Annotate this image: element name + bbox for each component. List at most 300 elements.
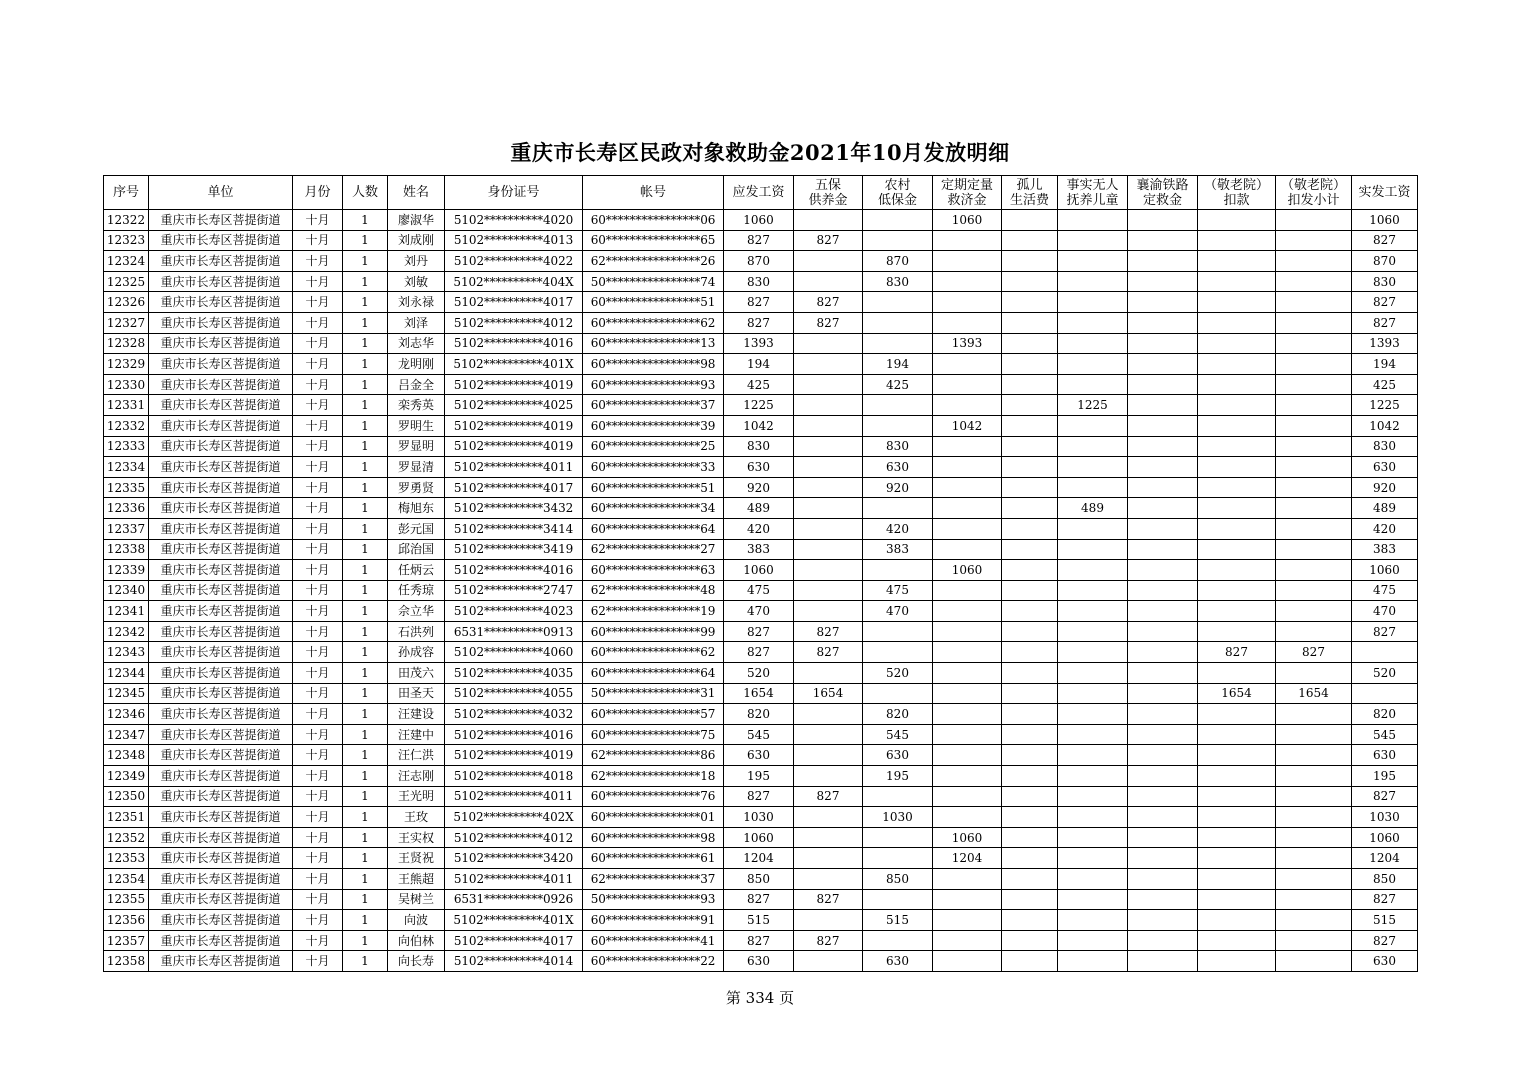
table-row — [104, 415, 1418, 436]
cell-seq: 12358 — [104, 951, 149, 972]
cell-unit: 重庆市长寿区菩提街道 — [149, 683, 293, 704]
cell-payable: 1654 — [724, 683, 794, 704]
cell-five-guarantee — [794, 354, 863, 375]
cell-month: 十月 — [293, 910, 343, 931]
cell-count: 1 — [343, 724, 388, 745]
cell-count: 1 — [343, 827, 388, 848]
cell-seq: 12342 — [104, 621, 149, 642]
cell-net-pay: 1030 — [1352, 807, 1418, 828]
cell-unsupported-child: 1225 — [1058, 395, 1128, 416]
cell-unsupported-child — [1058, 457, 1128, 478]
cell-nursing-deduction-subtotal — [1276, 951, 1352, 972]
cell-xiangyu-railway — [1128, 271, 1198, 292]
cell-xiangyu-railway — [1128, 601, 1198, 622]
cell-id-number: 5102**********3414 — [445, 518, 583, 539]
cell-rural-subsistence: 630 — [863, 951, 933, 972]
cell-five-guarantee — [794, 580, 863, 601]
cell-seq: 12347 — [104, 724, 149, 745]
cell-seq: 12344 — [104, 663, 149, 684]
cell-orphan-living — [1002, 807, 1058, 828]
cell-payable: 827 — [724, 930, 794, 951]
cell-five-guarantee — [794, 560, 863, 581]
cell-orphan-living — [1002, 477, 1058, 498]
cell-nursing-deduction-subtotal — [1276, 292, 1352, 313]
cell-account: 50****************93 — [583, 889, 724, 910]
cell-five-guarantee — [794, 869, 863, 890]
cell-rural-subsistence: 195 — [863, 766, 933, 787]
cell-rural-subsistence — [863, 683, 933, 704]
cell-id-number: 6531**********0926 — [445, 889, 583, 910]
cell-account: 60****************98 — [583, 354, 724, 375]
table-row — [104, 498, 1418, 519]
cell-account: 60****************91 — [583, 910, 724, 931]
cell-rural-subsistence: 515 — [863, 910, 933, 931]
cell-name: 刘丹 — [388, 251, 445, 272]
cell-payable: 850 — [724, 869, 794, 890]
cell-nursing-deduction — [1198, 827, 1276, 848]
table-row — [104, 477, 1418, 498]
cell-rural-subsistence — [863, 292, 933, 313]
column-header-name: 姓名 — [388, 176, 445, 210]
cell-name: 罗勇贤 — [388, 477, 445, 498]
cell-unsupported-child — [1058, 210, 1128, 231]
cell-unit: 重庆市长寿区菩提街道 — [149, 724, 293, 745]
cell-orphan-living — [1002, 663, 1058, 684]
cell-seq: 12334 — [104, 457, 149, 478]
cell-id-number: 5102**********4019 — [445, 374, 583, 395]
cell-orphan-living — [1002, 601, 1058, 622]
cell-count: 1 — [343, 271, 388, 292]
cell-month: 十月 — [293, 292, 343, 313]
cell-orphan-living — [1002, 683, 1058, 704]
cell-unit: 重庆市长寿区菩提街道 — [149, 415, 293, 436]
cell-name: 罗明生 — [388, 415, 445, 436]
cell-nursing-deduction-subtotal — [1276, 354, 1352, 375]
cell-unit: 重庆市长寿区菩提街道 — [149, 951, 293, 972]
cell-unit: 重庆市长寿区菩提街道 — [149, 560, 293, 581]
cell-unsupported-child — [1058, 827, 1128, 848]
cell-unit: 重庆市长寿区菩提街道 — [149, 374, 293, 395]
cell-five-guarantee — [794, 539, 863, 560]
cell-name: 王贤祝 — [388, 848, 445, 869]
cell-id-number: 5102**********4055 — [445, 683, 583, 704]
cell-id-number: 5102**********4016 — [445, 724, 583, 745]
cell-seq: 12338 — [104, 539, 149, 560]
cell-seq: 12324 — [104, 251, 149, 272]
cell-id-number: 5102**********3419 — [445, 539, 583, 560]
cell-xiangyu-railway — [1128, 251, 1198, 272]
cell-xiangyu-railway — [1128, 951, 1198, 972]
cell-nursing-deduction — [1198, 766, 1276, 787]
cell-unsupported-child: 489 — [1058, 498, 1128, 519]
table-row — [104, 683, 1418, 704]
cell-unsupported-child — [1058, 415, 1128, 436]
cell-month: 十月 — [293, 889, 343, 910]
cell-seq: 12323 — [104, 230, 149, 251]
cell-id-number: 5102**********4017 — [445, 477, 583, 498]
cell-net-pay: 520 — [1352, 663, 1418, 684]
table-row — [104, 457, 1418, 478]
cell-payable: 827 — [724, 230, 794, 251]
cell-rural-subsistence — [863, 848, 933, 869]
cell-regular-relief — [933, 724, 1002, 745]
cell-orphan-living — [1002, 704, 1058, 725]
cell-unit: 重庆市长寿区菩提街道 — [149, 848, 293, 869]
cell-unit: 重庆市长寿区菩提街道 — [149, 601, 293, 622]
cell-regular-relief — [933, 663, 1002, 684]
cell-net-pay: 820 — [1352, 704, 1418, 725]
cell-id-number: 5102**********4016 — [445, 560, 583, 581]
cell-month: 十月 — [293, 498, 343, 519]
cell-net-pay: 630 — [1352, 745, 1418, 766]
cell-name: 栾秀英 — [388, 395, 445, 416]
cell-net-pay: 920 — [1352, 477, 1418, 498]
cell-name: 罗显明 — [388, 436, 445, 457]
cell-id-number: 5102**********2747 — [445, 580, 583, 601]
table-row — [104, 869, 1418, 890]
cell-payable: 475 — [724, 580, 794, 601]
cell-month: 十月 — [293, 560, 343, 581]
cell-nursing-deduction — [1198, 498, 1276, 519]
cell-rural-subsistence: 830 — [863, 436, 933, 457]
cell-nursing-deduction — [1198, 910, 1276, 931]
cell-five-guarantee — [794, 333, 863, 354]
cell-name: 汪仁洪 — [388, 745, 445, 766]
cell-rural-subsistence — [863, 415, 933, 436]
cell-month: 十月 — [293, 457, 343, 478]
cell-seq: 12330 — [104, 374, 149, 395]
cell-unsupported-child — [1058, 951, 1128, 972]
cell-name: 任炳云 — [388, 560, 445, 581]
cell-name: 汪志刚 — [388, 766, 445, 787]
cell-unsupported-child — [1058, 642, 1128, 663]
cell-unsupported-child — [1058, 869, 1128, 890]
cell-id-number: 5102**********4011 — [445, 786, 583, 807]
cell-nursing-deduction — [1198, 621, 1276, 642]
cell-count: 1 — [343, 621, 388, 642]
cell-unsupported-child — [1058, 786, 1128, 807]
cell-regular-relief — [933, 436, 1002, 457]
cell-unsupported-child — [1058, 539, 1128, 560]
cell-name: 彭元国 — [388, 518, 445, 539]
cell-month: 十月 — [293, 930, 343, 951]
cell-unit: 重庆市长寿区菩提街道 — [149, 663, 293, 684]
cell-unsupported-child — [1058, 333, 1128, 354]
cell-name: 汪建中 — [388, 724, 445, 745]
cell-payable: 820 — [724, 704, 794, 725]
cell-seq: 12339 — [104, 560, 149, 581]
cell-count: 1 — [343, 354, 388, 375]
cell-count: 1 — [343, 642, 388, 663]
cell-xiangyu-railway — [1128, 374, 1198, 395]
cell-net-pay: 827 — [1352, 786, 1418, 807]
cell-payable: 1060 — [724, 560, 794, 581]
cell-month: 十月 — [293, 848, 343, 869]
cell-net-pay: 827 — [1352, 930, 1418, 951]
cell-xiangyu-railway — [1128, 827, 1198, 848]
cell-five-guarantee — [794, 210, 863, 231]
cell-id-number: 5102**********4019 — [445, 415, 583, 436]
cell-nursing-deduction — [1198, 251, 1276, 272]
cell-regular-relief — [933, 930, 1002, 951]
column-header-count: 人数 — [343, 176, 388, 210]
cell-unit: 重庆市长寿区菩提街道 — [149, 745, 293, 766]
cell-net-pay: 827 — [1352, 621, 1418, 642]
cell-account: 60****************99 — [583, 621, 724, 642]
column-header-seq: 序号 — [104, 176, 149, 210]
cell-account: 60****************61 — [583, 848, 724, 869]
cell-month: 十月 — [293, 518, 343, 539]
cell-regular-relief — [933, 477, 1002, 498]
cell-account: 50****************31 — [583, 683, 724, 704]
cell-rural-subsistence: 383 — [863, 539, 933, 560]
cell-nursing-deduction-subtotal — [1276, 415, 1352, 436]
cell-net-pay: 383 — [1352, 539, 1418, 560]
cell-five-guarantee — [794, 663, 863, 684]
cell-account: 60****************65 — [583, 230, 724, 251]
cell-seq: 12331 — [104, 395, 149, 416]
cell-nursing-deduction — [1198, 354, 1276, 375]
cell-nursing-deduction-subtotal — [1276, 539, 1352, 560]
cell-id-number: 5102**********404X — [445, 271, 583, 292]
cell-unsupported-child — [1058, 271, 1128, 292]
cell-seq: 12332 — [104, 415, 149, 436]
cell-unit: 重庆市长寿区菩提街道 — [149, 539, 293, 560]
cell-month: 十月 — [293, 869, 343, 890]
cell-five-guarantee: 827 — [794, 889, 863, 910]
cell-month: 十月 — [293, 312, 343, 333]
cell-seq: 12353 — [104, 848, 149, 869]
cell-xiangyu-railway — [1128, 786, 1198, 807]
cell-net-pay: 830 — [1352, 271, 1418, 292]
cell-regular-relief — [933, 704, 1002, 725]
cell-unit: 重庆市长寿区菩提街道 — [149, 889, 293, 910]
cell-net-pay: 827 — [1352, 889, 1418, 910]
cell-name: 邱治国 — [388, 539, 445, 560]
cell-unsupported-child — [1058, 910, 1128, 931]
cell-payable: 425 — [724, 374, 794, 395]
cell-unit: 重庆市长寿区菩提街道 — [149, 704, 293, 725]
cell-nursing-deduction-subtotal — [1276, 457, 1352, 478]
cell-name: 罗显清 — [388, 457, 445, 478]
cell-rural-subsistence: 545 — [863, 724, 933, 745]
cell-five-guarantee — [794, 724, 863, 745]
table-row — [104, 374, 1418, 395]
cell-net-pay: 827 — [1352, 230, 1418, 251]
cell-payable: 870 — [724, 251, 794, 272]
cell-name: 刘志华 — [388, 333, 445, 354]
cell-five-guarantee — [794, 848, 863, 869]
cell-payable: 1393 — [724, 333, 794, 354]
cell-rural-subsistence — [863, 930, 933, 951]
cell-payable: 1060 — [724, 827, 794, 848]
cell-orphan-living — [1002, 951, 1058, 972]
table-row — [104, 312, 1418, 333]
cell-orphan-living — [1002, 786, 1058, 807]
cell-unit: 重庆市长寿区菩提街道 — [149, 910, 293, 931]
table-row — [104, 766, 1418, 787]
cell-seq: 12329 — [104, 354, 149, 375]
cell-regular-relief — [933, 354, 1002, 375]
column-header-regular-relief: 定期定量 救济金 — [933, 176, 1002, 210]
cell-regular-relief: 1060 — [933, 210, 1002, 231]
column-header-net-pay: 实发工资 — [1352, 176, 1418, 210]
cell-rural-subsistence: 630 — [863, 745, 933, 766]
cell-unsupported-child — [1058, 848, 1128, 869]
cell-nursing-deduction — [1198, 704, 1276, 725]
cell-nursing-deduction-subtotal — [1276, 786, 1352, 807]
cell-month: 十月 — [293, 745, 343, 766]
cell-seq: 12345 — [104, 683, 149, 704]
cell-nursing-deduction — [1198, 271, 1276, 292]
table-row — [104, 889, 1418, 910]
cell-regular-relief — [933, 683, 1002, 704]
cell-count: 1 — [343, 910, 388, 931]
cell-count: 1 — [343, 951, 388, 972]
cell-month: 十月 — [293, 374, 343, 395]
cell-five-guarantee — [794, 374, 863, 395]
cell-net-pay: 489 — [1352, 498, 1418, 519]
cell-count: 1 — [343, 663, 388, 684]
cell-account: 60****************75 — [583, 724, 724, 745]
cell-nursing-deduction — [1198, 601, 1276, 622]
cell-seq: 12355 — [104, 889, 149, 910]
cell-id-number: 5102**********4035 — [445, 663, 583, 684]
cell-unsupported-child — [1058, 374, 1128, 395]
table-row — [104, 271, 1418, 292]
cell-nursing-deduction-subtotal — [1276, 271, 1352, 292]
cell-orphan-living — [1002, 395, 1058, 416]
cell-count: 1 — [343, 518, 388, 539]
cell-orphan-living — [1002, 436, 1058, 457]
cell-unit: 重庆市长寿区菩提街道 — [149, 580, 293, 601]
cell-name: 向伯林 — [388, 930, 445, 951]
cell-unit: 重庆市长寿区菩提街道 — [149, 333, 293, 354]
cell-unsupported-child — [1058, 745, 1128, 766]
cell-id-number: 5102**********4016 — [445, 333, 583, 354]
cell-unit: 重庆市长寿区菩提街道 — [149, 395, 293, 416]
cell-unsupported-child — [1058, 766, 1128, 787]
cell-net-pay: 545 — [1352, 724, 1418, 745]
cell-month: 十月 — [293, 786, 343, 807]
cell-regular-relief — [933, 642, 1002, 663]
cell-regular-relief — [933, 786, 1002, 807]
cell-net-pay: 1225 — [1352, 395, 1418, 416]
cell-five-guarantee — [794, 807, 863, 828]
cell-unsupported-child — [1058, 560, 1128, 581]
cell-count: 1 — [343, 312, 388, 333]
cell-net-pay: 1060 — [1352, 210, 1418, 231]
cell-account: 60****************76 — [583, 786, 724, 807]
cell-nursing-deduction-subtotal — [1276, 518, 1352, 539]
cell-five-guarantee — [794, 518, 863, 539]
cell-nursing-deduction — [1198, 415, 1276, 436]
cell-seq: 12341 — [104, 601, 149, 622]
cell-net-pay: 1060 — [1352, 827, 1418, 848]
cell-orphan-living — [1002, 642, 1058, 663]
cell-nursing-deduction — [1198, 539, 1276, 560]
cell-net-pay: 830 — [1352, 436, 1418, 457]
cell-payable: 920 — [724, 477, 794, 498]
table-row — [104, 518, 1418, 539]
cell-unsupported-child — [1058, 930, 1128, 951]
cell-net-pay — [1352, 642, 1418, 663]
cell-seq: 12340 — [104, 580, 149, 601]
cell-unsupported-child — [1058, 621, 1128, 642]
cell-nursing-deduction: 1654 — [1198, 683, 1276, 704]
table-row — [104, 910, 1418, 931]
cell-account: 60****************93 — [583, 374, 724, 395]
cell-net-pay: 515 — [1352, 910, 1418, 931]
cell-payable: 830 — [724, 271, 794, 292]
cell-unit: 重庆市长寿区菩提街道 — [149, 457, 293, 478]
cell-account: 60****************41 — [583, 930, 724, 951]
cell-orphan-living — [1002, 333, 1058, 354]
cell-name: 向波 — [388, 910, 445, 931]
cell-five-guarantee — [794, 271, 863, 292]
table-body — [104, 210, 1418, 972]
cell-regular-relief: 1060 — [933, 560, 1002, 581]
table-row — [104, 333, 1418, 354]
cell-month: 十月 — [293, 415, 343, 436]
column-header-account: 帐号 — [583, 176, 724, 210]
cell-month: 十月 — [293, 395, 343, 416]
cell-payable: 1204 — [724, 848, 794, 869]
cell-net-pay: 630 — [1352, 951, 1418, 972]
cell-xiangyu-railway — [1128, 457, 1198, 478]
cell-month: 十月 — [293, 354, 343, 375]
cell-regular-relief — [933, 498, 1002, 519]
cell-xiangyu-railway — [1128, 724, 1198, 745]
table-row — [104, 210, 1418, 231]
cell-count: 1 — [343, 766, 388, 787]
cell-seq: 12328 — [104, 333, 149, 354]
cell-net-pay: 827 — [1352, 292, 1418, 313]
cell-count: 1 — [343, 807, 388, 828]
cell-unit: 重庆市长寿区菩提街道 — [149, 436, 293, 457]
cell-five-guarantee — [794, 745, 863, 766]
cell-unsupported-child — [1058, 292, 1128, 313]
column-header-payable: 应发工资 — [724, 176, 794, 210]
cell-nursing-deduction-subtotal — [1276, 745, 1352, 766]
cell-id-number: 5102**********4012 — [445, 312, 583, 333]
cell-nursing-deduction — [1198, 745, 1276, 766]
cell-account: 60****************33 — [583, 457, 724, 478]
cell-month: 十月 — [293, 436, 343, 457]
table-row — [104, 354, 1418, 375]
cell-xiangyu-railway — [1128, 663, 1198, 684]
cell-rural-subsistence — [863, 395, 933, 416]
cell-month: 十月 — [293, 230, 343, 251]
cell-seq: 12325 — [104, 271, 149, 292]
cell-xiangyu-railway — [1128, 683, 1198, 704]
cell-regular-relief — [933, 230, 1002, 251]
cell-orphan-living — [1002, 539, 1058, 560]
cell-id-number: 5102**********4017 — [445, 292, 583, 313]
cell-rural-subsistence — [863, 210, 933, 231]
cell-unit: 重庆市长寿区菩提街道 — [149, 642, 293, 663]
cell-id-number: 5102**********4013 — [445, 230, 583, 251]
cell-payable: 383 — [724, 539, 794, 560]
cell-nursing-deduction-subtotal — [1276, 580, 1352, 601]
table-row — [104, 560, 1418, 581]
cell-account: 50****************74 — [583, 271, 724, 292]
column-header-nursing-deduction-subtotal: （敬老院） 扣发小计 — [1276, 176, 1352, 210]
relief-payment-table — [103, 175, 1418, 972]
cell-orphan-living — [1002, 457, 1058, 478]
cell-month: 十月 — [293, 642, 343, 663]
cell-rural-subsistence — [863, 230, 933, 251]
